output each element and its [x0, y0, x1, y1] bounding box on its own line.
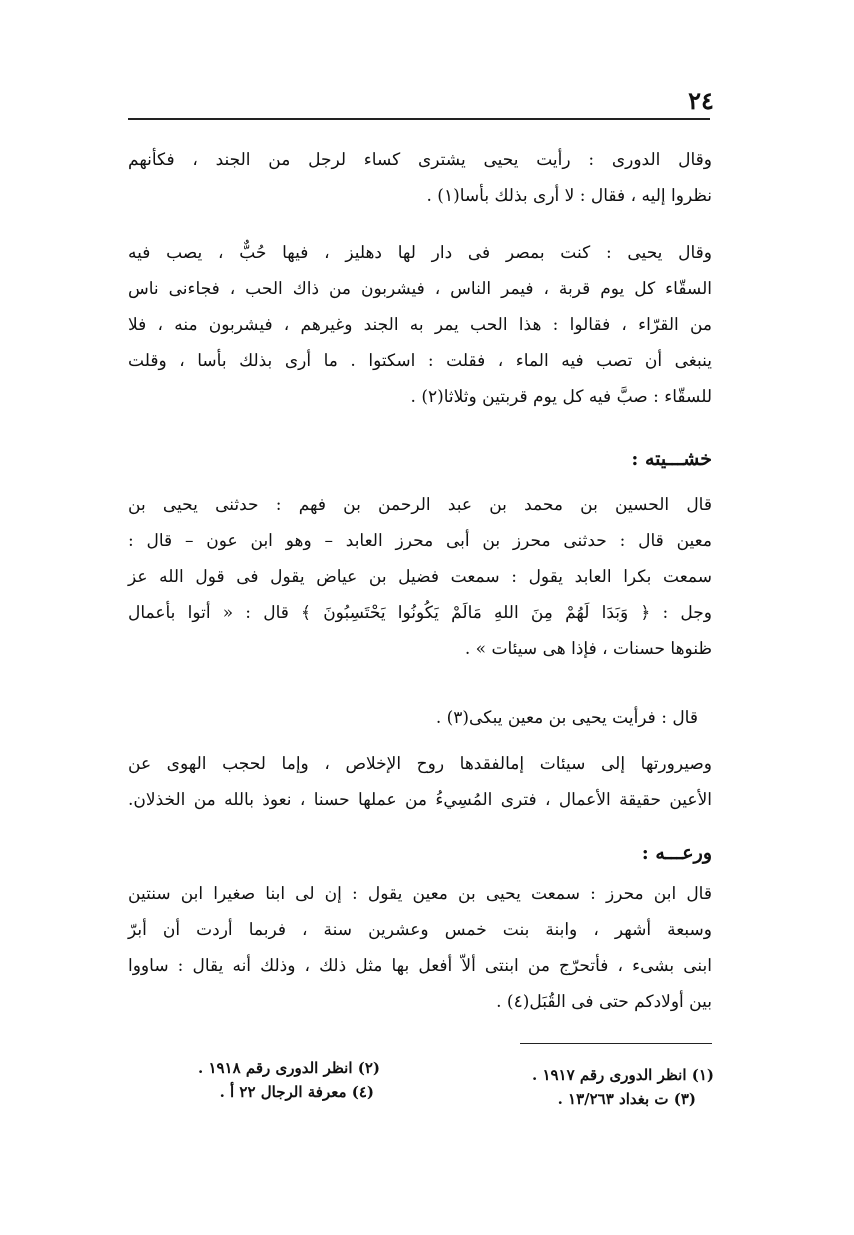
paragraph-dawri: [128, 142, 712, 214]
footnote-4: (٤) معرفة الرجال ٢٢ أ .: [219, 1083, 374, 1101]
text-line: ينبغى أن تصب فيه الماء ، فقلت : اسكتوا . ما أرى بذلك بأسا ، وقلت: [128, 351, 712, 371]
section-heading-khashyatuhu: خشـــيته :: [631, 448, 712, 470]
footnote-2: (٢) انظر الدورى رقم ١٩١٨ .: [197, 1059, 380, 1077]
paragraph-yahya-weeping: [128, 700, 712, 736]
text-line: الأعين حقيقة الأعمال ، فترى المُسِيءُ من عملها حسنا ، نعوذ بالله من الخذلان.: [128, 790, 712, 810]
paragraph-ibn-muhriz: [128, 876, 712, 1020]
text-line: من القرّاء ، فقالوا : هذا الحب يمر به الجند وغيرهم ، فيشربون منه ، فلا: [128, 315, 712, 335]
header-rule: [128, 118, 710, 120]
text-line: ابنى بشىء ، فأتحرّج من ابنتى ألاّ أفعل بها مثل ذلك ، وذلك أنه يقال : ساووا: [128, 956, 712, 976]
footnote-3: (٣) ت بغداد ١٣/٢٦٣ .: [557, 1090, 696, 1108]
text-line: بين أولادكم حتى فى القُبَل(٤) .: [496, 992, 712, 1012]
text-line: ظنوها حسنات ، فإذا هى سيئات » .: [464, 639, 712, 659]
text-line: السقّاء كل يوم قربة ، فيمر الناس ، فيشربون من ذاك الحب ، فجاءنى ناس: [128, 279, 712, 299]
paragraph-yahya-egypt: [128, 235, 712, 415]
footnote-rule: [520, 1043, 712, 1044]
text-line: وسبعة أشهر ، وابنة بنت خمس وعشرين سنة ، فربما أردت أن أبرّ: [128, 920, 712, 940]
text-line: معين قال : حدثنى محرز بن أبى محرز العابد – وهو ابن عون – قال :: [128, 531, 712, 551]
footnote-1: (١) انظر الدورى رقم ١٩١٧ .: [531, 1066, 714, 1084]
page-number: ٢٤: [688, 86, 714, 115]
text-line: وقال يحيى : كنت بمصر فى دار لها دهليز ، فيها حُبٌّ ، يصب فيه: [128, 243, 712, 263]
text-line: نظروا إليه ، فقال : لا أرى بذلك بأسا(١) .: [426, 186, 712, 206]
text-line: وقال الدورى : رأيت يحيى يشترى كساء لرجل من الجند ، فكأنهم: [128, 150, 712, 170]
text-line: قال ابن محرز : سمعت يحيى بن معين يقول : إن لى ابنا صغيرا ابن سنتين: [128, 884, 712, 904]
text-line: وصيرورتها إلى سيئات إمالفقدها روح الإخلاص ، وإما لحجب الهوى عن: [128, 754, 712, 774]
text-line: سمعت بكرا العابد يقول : سمعت فضيل بن عياض يقول فى قول الله عز: [128, 567, 712, 587]
text-line: للسقّاء : صبَّ فيه كل يوم قربتين وثلاثا(٢) .: [410, 387, 712, 407]
paragraph-husayn: [128, 487, 712, 667]
text-line: قال : فرأيت يحيى بن معين يبكى(٣) .: [435, 708, 698, 728]
paragraph-commentary: [128, 746, 712, 818]
text-line: قال الحسين بن محمد بن عبد الرحمن بن فهم : حدثنى يحيى بن: [128, 495, 712, 515]
text-line: وجل : ﴿ وَبَدَا لَهُمْ مِنَ اللهِ مَالَمْ يَكُونُوا يَحْتَسِبُونَ ﴾ قال : « أتوا بأعمال: [128, 603, 712, 623]
section-heading-wara: ورعـــه :: [641, 842, 712, 864]
